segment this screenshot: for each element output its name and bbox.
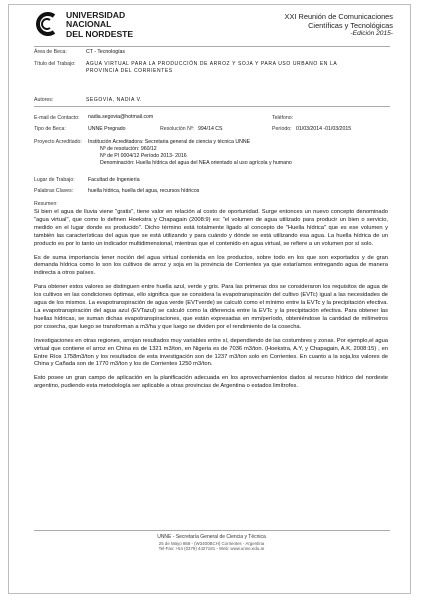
authors-label: Autores: [34,97,54,103]
footer-line3: Tel-Fax: +54 (0379) 4427181 - Web: www.unne.edu.ar [158,546,265,552]
keywords-value: huella hídrica, huella del agua, recursos hídricos [88,188,200,194]
summary-paragraph-4: Investigaciones en otras regiones, arrojan resultados muy variables entre sí, dependiendo de las costumbres y zonas. Por ejemplo,el agua virtual que contiene el arroz en China es de 1321 m3/ton, en Nigeria es de 7036 m3/ton. (Hoekstra, A.Y, y Chapagain, A.K, 2008:15) , en Entre Ríos 1758m3/ton y los resultados de esta investigación son de 1237 m3/ton solo en Corrientes. En cuanto a la soja,los valores de China y Cañada son de 1770 m3/ton y los de Corrientes 1250 m3/ton. [34,337,388,368]
authors-value: SEGOVIA, NADIA V. [86,97,143,103]
beca-label: Tipo de Beca: [34,126,66,132]
project-line4: Denominación: Huella hídrica del agua del NEA orientado al uso agrícola y humano [100,160,292,166]
period-label: Período: [272,126,292,132]
resolution-label: Resolución Nº: [160,126,195,132]
email-value[interactable]: nadia.segovia@hotmail.com [88,114,154,120]
university-name-line3: DEL NORDESTE [66,28,134,39]
area-value: CT - Tecnologías [86,49,126,55]
summary-label: Resumen: [34,201,58,207]
summary-body [34,209,388,397]
event-edition: -Edición 2015- [350,30,393,38]
summary-paragraph-1: Si bien el agua de lluvia viene "gratis", tiene valor en relación al costo de oportunidad. Surge entonces un nuevo concepto denominado "agua virtual", que como lo definen Hoekstra y Chapagain (2008:9) es: "el volumen de agua utilizado para producir un bien o servicio, medido en el lugar donde es producido". Dicho término está totalmente ligado al concepto de "Huella hídrica" que es ese volumen y también las características del agua que se está utilizando y para cuándo y dónde se está utilizando esa agua. La huella hídrica de un producto es por lo tanto un indicador multidimensional, mientras que el contenido en agua virtual, se refiere a un volumen por sí solo. [34,209,388,247]
authors-divider [34,106,390,107]
footer-line2: 25 de Mayo 868 - (W3400BCH) Corrientes - Argentina [158,540,265,546]
project-label: Proyecto Acreditado: [34,139,82,145]
title-label: Título del Trabajo: [34,61,76,67]
footer-divider [34,530,390,531]
event-title-line2: Científicas y Tecnológicas [308,20,393,30]
university-logo-icon [34,11,60,37]
summary-paragraph-2: Es de suma importancia tener noción del agua virtual contenida en los productos, sobre todo en los que son exportados y de gran demanda hídrica como lo son los cultivos de arroz y soja en la provincia de Corrientes ya que estaríamos entregando agua de manera indirecta a otros países. [34,254,388,277]
summary-paragraph-3: Para obtener estos valores se distinguen entre huella azul, verde y gris. Para las primeras dos se consideraron los requisitos de agua de los cultivos en las condiciones óptimas, ello significa que se considera la evapotranspiración del cultivo (EVTc) igual a las necesidades de agua de los mismos. La evapotranspiración de agua verde (EVTverde) se calculó como el mínimo entre la EVTc y la precipitación efectiva. La evapotranspiración del agua azul (EVTazul) se calculó como la diferencia entre la EVTc y la precipitación efectiva. Para obtener las huellas hídricas, se suman dichas evapotranspiraciones, que están expresadas en mm/período, obteniéndose la cantidad de milímetros por cosecha, que luego se transforman a m3/ha y que luego se dividen por el rendimiento de la cosecha. [34,284,388,330]
beca-value: UNNE Pregrado [88,126,126,132]
footer [0,535,423,552]
title-line1: AGUA VIRTUAL PARA LA PRODUCCIÓN DE ARROZ Y SOJA Y PARA USO URBANO EN LA [86,61,338,67]
resolution-value: 994/14 CS [198,126,223,132]
title-line2: PROVINCIA DEL CORRIENTES [86,68,173,74]
place-label: Lugar de Trabajo: [34,177,75,183]
university-name [66,11,133,39]
email-label: E-mail de Contacto: [34,115,80,121]
summary-paragraph-5: Esto posee un gran campo de aplicación en la planificación adecuada en los aprovechamientos dados al recurso hídrico del nordeste argentino, pudiendo esta metodología ser aplicable a otras provincias de Argentina o estados limítrofes. [34,375,388,390]
keywords-label: Palabras Claves: [34,188,74,194]
university-name-line1: UNIVERSIDAD [66,10,126,20]
project-line3: Nº de PI 0004/12 Período 2013- 2016 [100,153,187,159]
event-title [285,13,393,39]
period-value: 01/03/2014 -01/03/2015 [296,126,352,132]
university-name-line2: NACIONAL [66,19,112,30]
area-label: Área de Beca: [34,49,67,55]
header-divider [34,46,390,47]
project-line2: Nº de resolución: 960/12 [100,146,157,152]
project-line1: Institución Acreditadora: Secretaria general de ciencia y técnica UNNE [88,139,251,145]
footer-line1: UNNE - Secretaría General de Ciencia y Técnica [157,534,266,540]
place-value: Facultad de Ingeniería [88,177,140,183]
phone-label: Teléfono: [272,115,294,121]
event-title-line1: XXI Reunión de Comunicaciones [284,12,393,21]
